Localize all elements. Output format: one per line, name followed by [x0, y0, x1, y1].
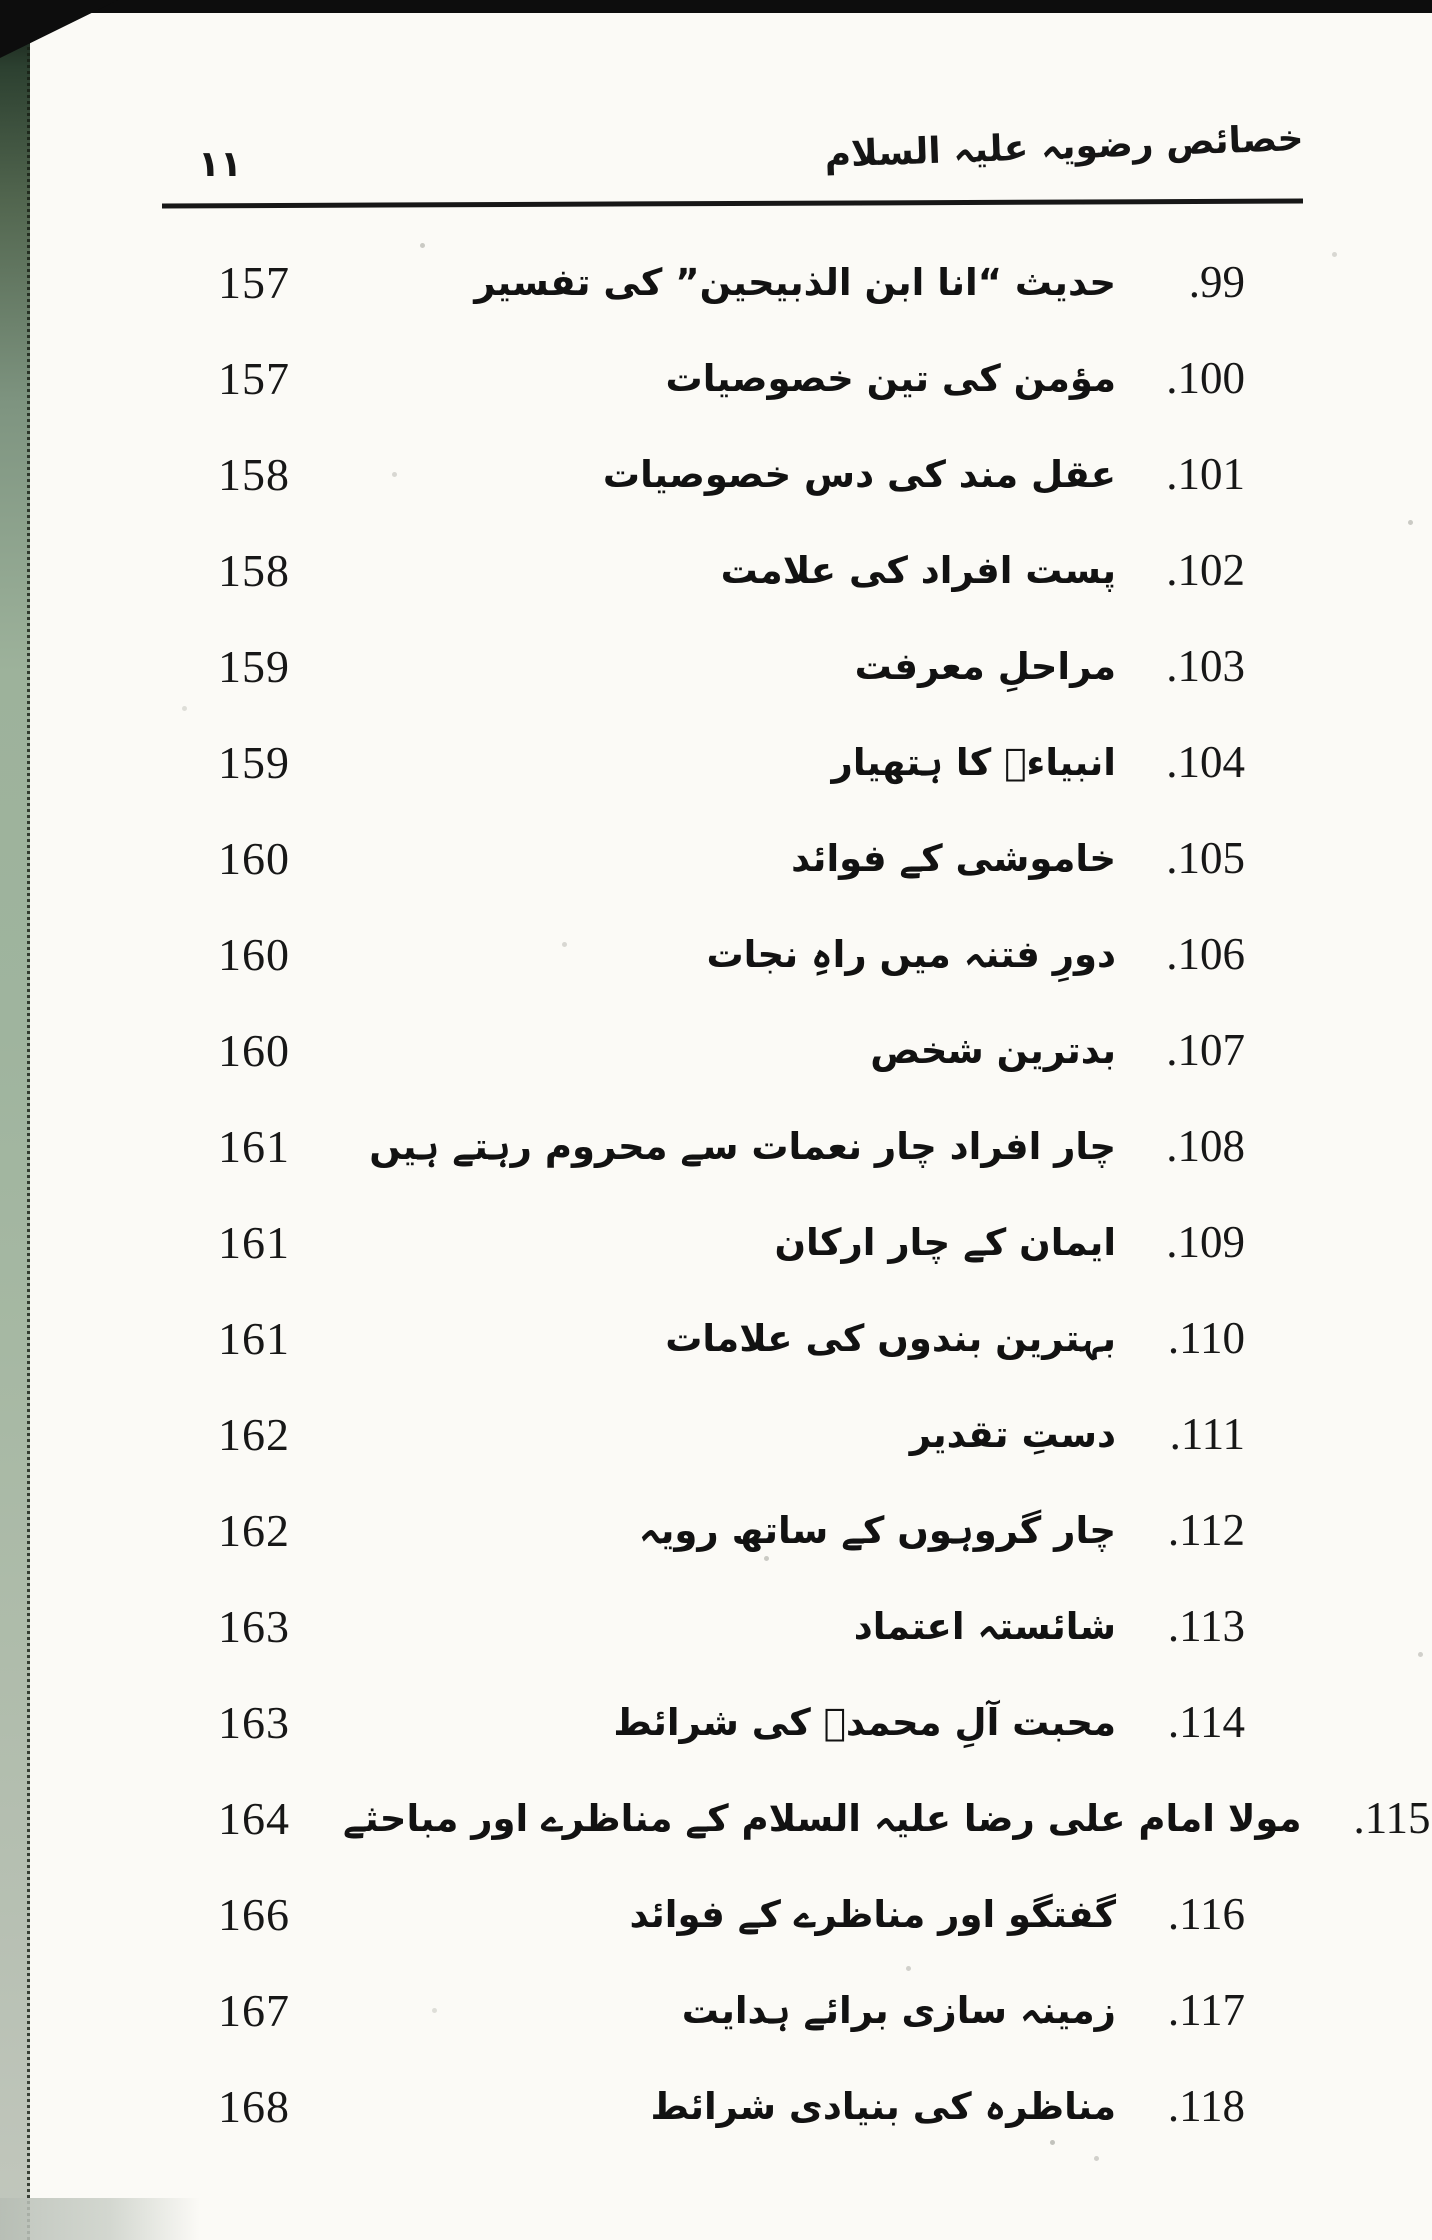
entry-title: زمینہ سازی برائے ہدایت: [681, 1988, 1116, 2032]
scan-speck: [420, 243, 425, 248]
toc-row: [0, 810, 1432, 906]
page-ref: 160: [218, 832, 290, 884]
entry-title: چار گروہوں کے ساتھ رویہ: [638, 1508, 1116, 1552]
entry-title: خاموشی کے فوائد: [791, 836, 1116, 880]
entry-title: مولا امام علی رضا علیہ السلام کے مناظرے اور مباحثے: [343, 1796, 1302, 1840]
toc-row: [0, 1770, 1432, 1866]
entry-number: 115.: [1353, 1793, 1431, 1843]
entry-number: 108.: [1166, 1121, 1245, 1171]
toc-row: [0, 1386, 1432, 1482]
entry-title: ایمان کے چار ارکان: [774, 1220, 1116, 1264]
entry-number: 106.: [1166, 929, 1245, 979]
page-ref: 159: [218, 640, 290, 692]
scan-speck: [764, 1556, 769, 1561]
entry-number: 118.: [1167, 2081, 1245, 2131]
toc-row: [0, 1674, 1432, 1770]
entry-title: انبیاءؑ کا ہتھیار: [831, 740, 1116, 784]
entry-number: 105.: [1166, 833, 1245, 883]
entry-number: 109.: [1166, 1217, 1245, 1267]
page-ref: 161: [218, 1312, 290, 1364]
toc-row: [0, 618, 1432, 714]
page-ref: 162: [218, 1408, 290, 1460]
page-ref: 157: [218, 352, 290, 404]
scan-speck: [1418, 1652, 1423, 1657]
entry-title: مناظرہ کی بنیادی شرائط: [650, 2084, 1116, 2128]
page-ref: 160: [218, 928, 290, 980]
toc-row: [0, 234, 1432, 330]
entry-title: مؤمن کی تین خصوصیات: [665, 356, 1116, 400]
toc-row: [0, 1194, 1432, 1290]
page-ref: 163: [218, 1696, 290, 1748]
entry-title: دستِ تقدیر: [909, 1412, 1116, 1456]
page-ref: 158: [218, 448, 290, 500]
toc-row: [0, 714, 1432, 810]
entry-number: 101.: [1166, 449, 1245, 499]
scan-speck: [1332, 252, 1337, 257]
page-ref: 159: [218, 736, 290, 788]
entry-number: 107.: [1166, 1025, 1245, 1075]
toc-row: [0, 1290, 1432, 1386]
toc-row: [0, 1482, 1432, 1578]
entry-number: 112.: [1167, 1505, 1245, 1555]
scan-speck: [182, 706, 187, 711]
entry-number: 110.: [1167, 1313, 1245, 1363]
toc-row: [0, 1962, 1432, 2058]
page-ref: 162: [218, 1504, 290, 1556]
table-of-contents: [0, 234, 1432, 2154]
entry-title: شائستہ اعتماد: [853, 1604, 1116, 1648]
entry-title: حدیث “انا ابن الذبیحین” کی تفسیر: [474, 260, 1116, 304]
toc-row: [0, 522, 1432, 618]
entry-number: 102.: [1166, 545, 1245, 595]
entry-number: 103.: [1166, 641, 1245, 691]
scan-speck: [1408, 520, 1413, 525]
page-ref: 161: [218, 1216, 290, 1268]
entry-title: چار افراد چار نعمات سے محروم رہتے ہیں: [369, 1124, 1116, 1168]
entry-title: دورِ فتنہ میں راہِ نجات: [706, 932, 1116, 976]
entry-number: 117.: [1167, 1985, 1245, 2035]
entry-title: پست افراد کی علامت: [720, 548, 1116, 592]
page-ref: 166: [218, 1888, 290, 1940]
entry-number: 100.: [1166, 353, 1245, 403]
scan-bottom-shadow: [0, 2198, 200, 2240]
page-ref: 158: [218, 544, 290, 596]
entry-number: 116.: [1167, 1889, 1245, 1939]
page-ref: 167: [218, 1984, 290, 2036]
toc-row: [0, 906, 1432, 1002]
entry-title: عقل مند کی دس خصوصیات: [602, 452, 1116, 496]
entry-number: 99.: [1188, 257, 1245, 307]
entry-number: 104.: [1166, 737, 1245, 787]
scan-speck: [562, 942, 567, 947]
scan-speck: [432, 2008, 437, 2013]
page-ref: 161: [218, 1120, 290, 1172]
entry-title: محبت آلِ محمدؐ کی شرائط: [613, 1700, 1116, 1744]
toc-row: [0, 1866, 1432, 1962]
scan-speck: [1094, 2156, 1099, 2161]
toc-row: [0, 1002, 1432, 1098]
entry-title: مراحلِ معرفت: [854, 644, 1116, 688]
entry-number: 111.: [1169, 1409, 1245, 1459]
scan-speck: [1050, 2140, 1055, 2145]
entry-title: بہترین بندوں کی علامات: [665, 1316, 1116, 1360]
scan-speck: [906, 1966, 911, 1971]
entry-number: 114.: [1167, 1697, 1245, 1747]
running-head-book-title: خصائص رضویہ علیہ السلام: [823, 118, 1304, 176]
scan-top-shadow: [0, 0, 1432, 13]
toc-row: [0, 330, 1432, 426]
toc-row: [0, 2058, 1432, 2154]
page-ref: 160: [218, 1024, 290, 1076]
header-divider-rule: [162, 199, 1303, 209]
page-folio-number: ۱۱: [198, 144, 242, 185]
page-ref: 163: [218, 1600, 290, 1652]
entry-title: بدترین شخص: [870, 1028, 1116, 1072]
page-ref: 164: [218, 1792, 290, 1844]
toc-row: [0, 426, 1432, 522]
page-ref: 168: [218, 2080, 290, 2132]
scan-speck: [392, 472, 397, 477]
toc-row: [0, 1578, 1432, 1674]
entry-number: 113.: [1167, 1601, 1245, 1651]
toc-row: [0, 1098, 1432, 1194]
entry-title: گفتگو اور مناظرے کے فوائد: [629, 1892, 1116, 1936]
page-ref: 157: [218, 256, 290, 308]
